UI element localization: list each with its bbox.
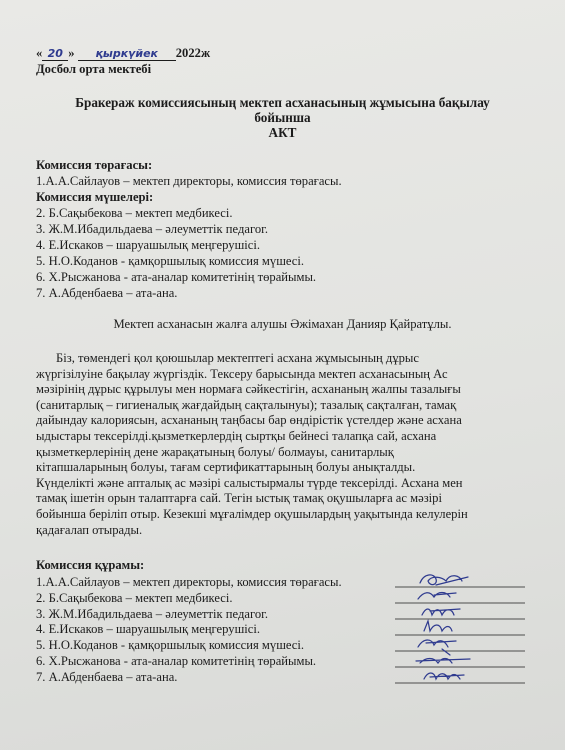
body-paragraph <box>36 351 536 538</box>
body-line: Біз, төмендегі қол қоюшылар мектептегі асхана жұмысының дұрыс <box>56 351 419 365</box>
signature-7 <box>424 673 464 679</box>
body-line: тамақ ішетін орын талаптарға сай. Тегін ыстық тамақ оқушыларға ас мәзірі <box>36 491 442 506</box>
member-item: 3. Ж.М.Ибадильдаева – әлеуметтік педагог. <box>36 222 269 236</box>
body-line: дайындау калориясын, асхананың таңбасы бар өндірістік үстелдер және асхана <box>36 413 462 428</box>
title-line-2: бойынша <box>254 110 311 125</box>
member-item: 7. А.Абденбаева – ата-ана. <box>36 286 178 300</box>
date-year: 2022ж <box>175 46 211 60</box>
date-month: қыркүйек <box>78 47 176 61</box>
title-line-3: АКТ <box>268 125 297 140</box>
signature-2 <box>418 593 456 600</box>
signature-1 <box>420 575 468 585</box>
signature-6 <box>416 659 470 664</box>
date-open-quote: « <box>36 46 43 60</box>
chair-name: 1.А.А.Сайлауов – мектеп директоры, комиссия төрағасы. <box>36 174 342 188</box>
composition-item: 3. Ж.М.Ибадильдаева – әлеуметтік педагог. <box>36 606 269 621</box>
signature-3 <box>422 609 460 615</box>
composition-item: 1.А.А.Сайлауов – мектеп директоры, комиссия төрағасы. <box>36 575 342 589</box>
body-line: бойынша беріліп отыр. Кезекші мұғалімдер оқушылардың уақытында келулерін <box>36 506 468 521</box>
composition-item: 4. Е.Искаков – шаруашылық меңгерушісі. <box>36 622 261 637</box>
member-item: 5. Н.О.Коданов - қамқоршылық комиссия мүшесі. <box>36 254 305 268</box>
member-item: 6. Х.Рысжанова - ата-аналар комитетінің төрайымы. <box>36 270 317 284</box>
date-line <box>36 46 210 61</box>
members-list <box>36 205 316 301</box>
body-line: жүргізілуіне бақылау жүргіздік. Тексеру барысында мектеп асханасының Ас <box>36 366 448 381</box>
member-item: 4. Е.Искаков – шаруашылық меңгерушісі. <box>36 238 261 252</box>
signature-4 <box>424 621 452 631</box>
members-heading: Комиссия мүшелері: <box>36 190 154 204</box>
composition-list <box>36 575 342 686</box>
body-line: (санитарлық – гигиеналық жағдайдың сақталынуы); тазалық сақталған, тамақ <box>36 397 457 412</box>
date-close-quote: » <box>68 46 75 60</box>
body-line: қадағалап отырады. <box>36 522 143 537</box>
document-title <box>0 95 565 140</box>
signature-column <box>390 565 540 695</box>
body-line: қызметкерлерінің дене жарақатының болуы/ болмауы, санитарлық <box>36 444 394 459</box>
composition-item: 7. А.Абденбаева – ата-ана. <box>36 669 178 684</box>
school-name: Досбол орта мектебі <box>36 62 152 76</box>
body-line: Күнделікті және апталық ас мәзірі салыстырмалы түрде тексерілді. Асхана мен <box>36 475 463 490</box>
body-line: мәзірінің дұрыс құрылуы мен нормаға сәйкестігін, асхананың жалпы тазалығы <box>36 382 461 397</box>
composition-item: 2. Б.Сақыбекова – мектеп медбикесі. <box>36 590 233 605</box>
renter-line: Мектеп асханасын жалға алушы Әжімахан Данияр Қайратұлы. <box>113 317 452 331</box>
composition-item: 6. Х.Рысжанова - ата-аналар комитетінің төрайымы. <box>36 653 317 668</box>
body-line: ыдыстары тексерілді.қызметкерлердің сыртқы бейнесі талапқа сай, асхана <box>36 428 437 443</box>
composition-heading: Комиссия құрамы: <box>36 558 145 572</box>
body-line: кітапшаларының болуы, тағам сертификаттарының болуы анықталды. <box>36 460 416 475</box>
chair-heading: Комиссия төрағасы: <box>36 158 153 172</box>
member-item: 2. Б.Сақыбекова – мектеп медбикесі. <box>36 206 233 220</box>
composition-item: 5. Н.О.Коданов - қамқоршылық комиссия мүшесі. <box>36 638 305 653</box>
title-line-1: Бракераж комиссиясының мектеп асханасының жұмысына бақылау <box>75 95 490 110</box>
signature-5 <box>418 640 456 655</box>
date-day: 20 <box>42 47 68 61</box>
